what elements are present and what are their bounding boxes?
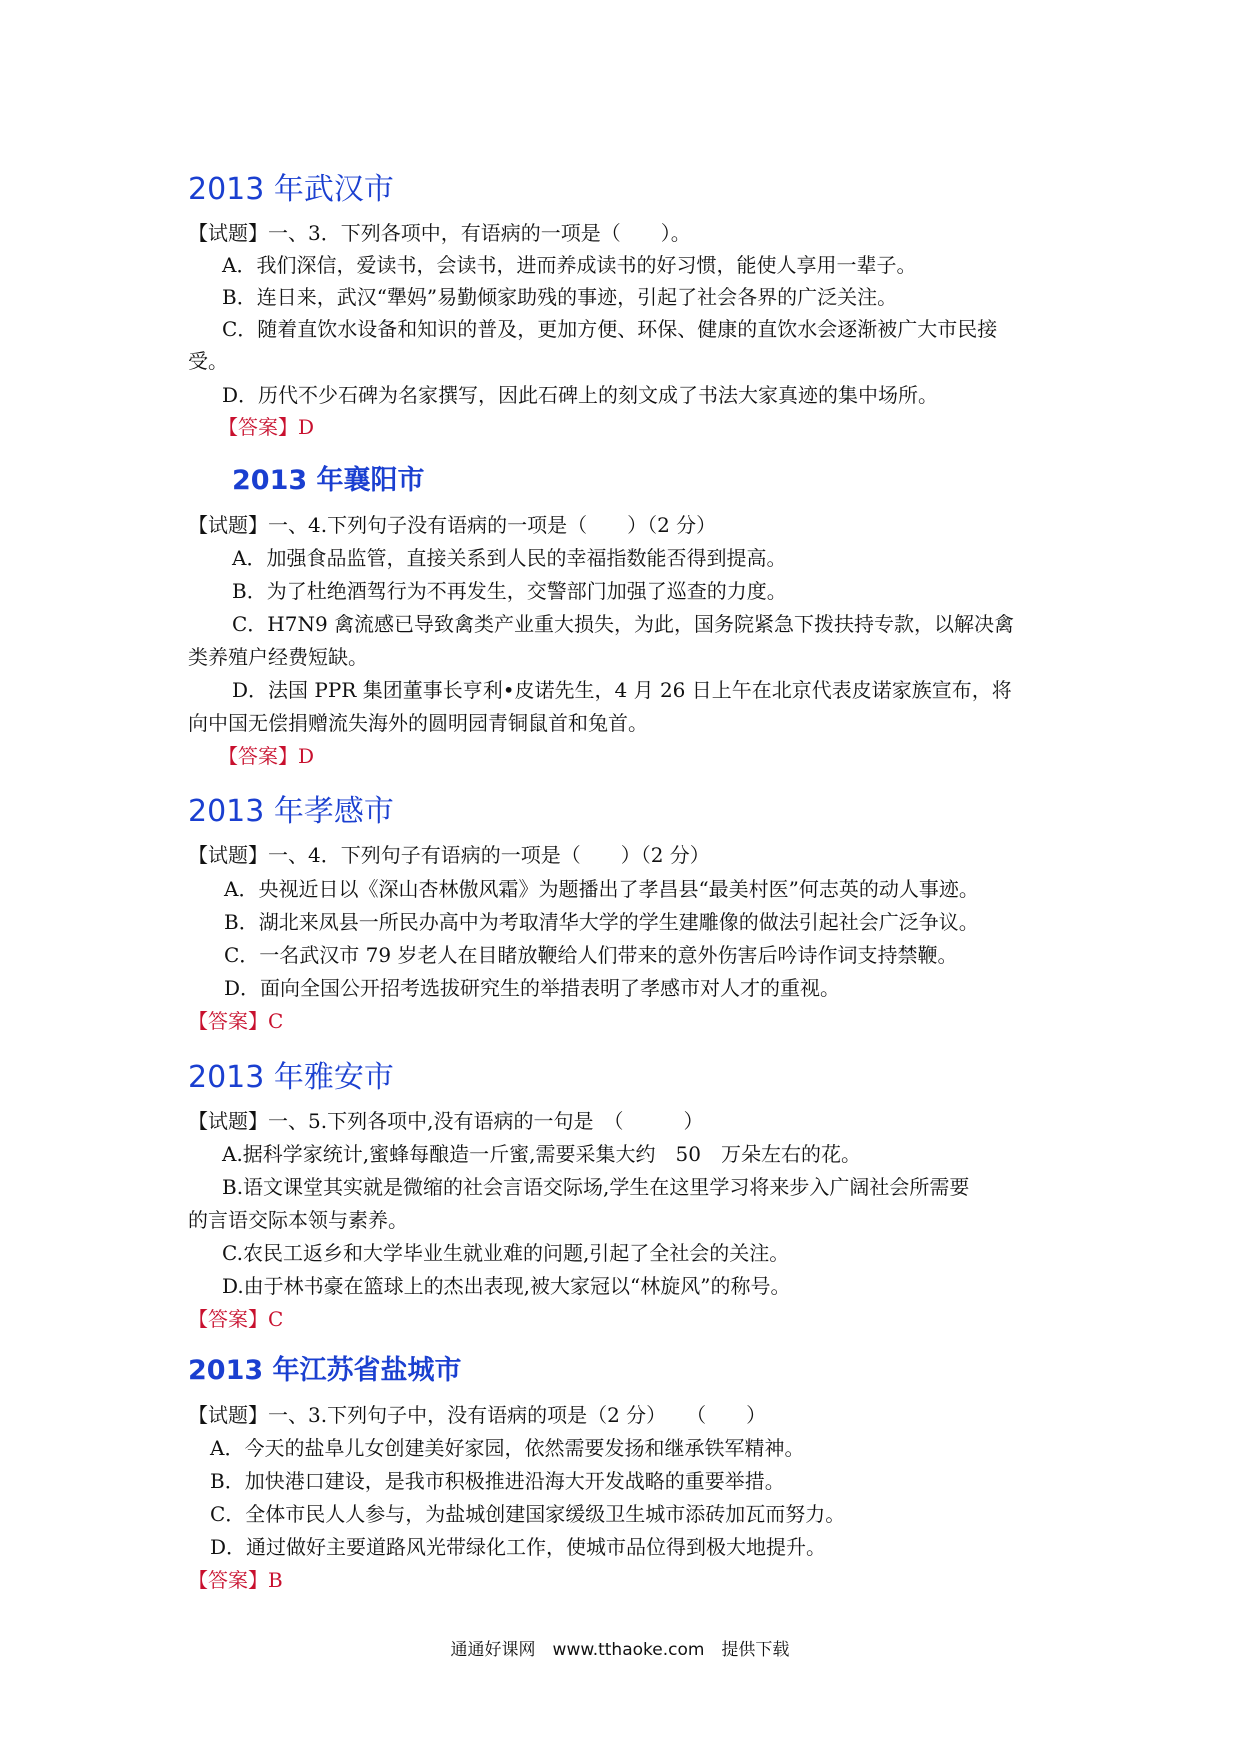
- question-text: 【试题】一、4.下列句子没有语病的一项是（ ）（2 分）: [188, 513, 717, 537]
- question-text: 【试题】一、4．下列句子有语病的一项是（ ）（2 分）: [188, 843, 710, 867]
- answer-line: [218, 412, 314, 442]
- option-d: D.由于林书豪在篮球上的杰出表现,被大家冠以“林旋风”的称号。: [222, 1274, 791, 1298]
- option-a: A．加强食品监管，直接关系到人民的幸福指数能否得到提高。: [232, 546, 787, 570]
- answer-value: D: [298, 415, 315, 439]
- answer-line: [188, 1006, 283, 1036]
- answer-line: [218, 741, 314, 771]
- option-d: D．法国 PPR 集团董事长亨利•皮诺先生，4 月 26 日上午在北京代表皮诺家族宣布，将: [232, 678, 1012, 702]
- answer-label: 【答案】: [188, 1568, 268, 1592]
- section-title-wuhan: 2013 年武汉市: [188, 172, 394, 207]
- question-text: 【试题】一、5.下列各项中,没有语病的一句是 （ ）: [188, 1109, 704, 1133]
- answer-value: D: [298, 744, 315, 768]
- option-c: C.农民工返乡和大学毕业生就业难的问题,引起了全社会的关注。: [222, 1241, 790, 1265]
- option-a: A．今天的盐阜儿女创建美好家园，依然需要发扬和继承铁军精神。: [210, 1436, 805, 1460]
- option-c: C．一名武汉市 79 岁老人在目睹放鞭给人们带来的意外伤害后吟诗作词支持禁鞭。: [224, 943, 958, 967]
- section-title-yaan: 2013 年雅安市: [188, 1060, 394, 1095]
- answer-line: [188, 1304, 283, 1334]
- section-title-yancheng: 2013 年江苏省盐城市: [188, 1355, 462, 1386]
- answer-label: 【答案】: [188, 1009, 268, 1033]
- page-footer: 通通好课网 www.tthaoke.com 提供下载: [450, 1640, 790, 1660]
- option-d: D．通过做好主要道路风光带绿化工作，使城市品位得到极大地提升。: [210, 1535, 827, 1559]
- option-c: C．H7N9 禽流感已导致禽类产业重大损失，为此，国务院紧急下拨扶持专款，以解决禽: [232, 612, 1015, 636]
- answer-label: 【答案】: [218, 415, 298, 439]
- option-b: B．湖北来凤县一所民办高中为考取清华大学的学生建雕像的做法引起社会广泛争议。: [224, 910, 979, 934]
- question-text: 【试题】一、3．下列各项中，有语病的一项是（ ）。: [188, 221, 691, 245]
- answer-label: 【答案】: [218, 744, 298, 768]
- option-c: C．随着直饮水设备和知识的普及，更加方便、环保、健康的直饮水会逐渐被广大市民接: [222, 317, 998, 341]
- option-d-continued: 向中国无偿捐赠流失海外的圆明园青铜鼠首和兔首。: [188, 711, 648, 735]
- option-a: A.据科学家统计,蜜蜂每酿造一斤蜜,需要采集大约 50 万朵左右的花。: [222, 1142, 861, 1166]
- answer-line: [188, 1565, 283, 1595]
- answer-value: C: [268, 1307, 284, 1331]
- option-d: D．历代不少石碑为名家撰写，因此石碑上的刻文成了书法大家真迹的集中场所。: [222, 383, 939, 407]
- option-c: C．全体市民人人参与，为盐城创建国家缓级卫生城市添砖加瓦而努力。: [210, 1502, 846, 1526]
- option-a: A．我们深信，爱读书，会读书，进而养成读书的好习惯，能使人享用一辈子。: [222, 253, 917, 277]
- option-d: D．面向全国公开招考选拔研究生的举措表明了孝感市对人才的重视。: [224, 976, 841, 1000]
- section-title-xiangyang: 2013 年襄阳市: [232, 465, 425, 496]
- answer-value: C: [268, 1009, 284, 1033]
- option-b: B．连日来，武汉“犟妈”易勤倾家助残的事迹，引起了社会各界的广泛关注。: [222, 285, 898, 309]
- question-text: 【试题】一、3.下列句子中，没有语病的项是（2 分） （ ）: [188, 1403, 767, 1427]
- option-b: B．为了杜绝酒驾行为不再发生，交警部门加强了巡查的力度。: [232, 579, 787, 603]
- option-b: B.语文课堂其实就是微缩的社会言语交际场,学生在这里学习将来步入广阔社会所需要: [222, 1175, 970, 1199]
- option-b-continued: 的言语交际本领与素养。: [188, 1208, 408, 1232]
- answer-label: 【答案】: [188, 1307, 268, 1331]
- section-title-xiaogan: 2013 年孝感市: [188, 794, 394, 829]
- answer-value: B: [268, 1568, 283, 1592]
- option-b: B．加快港口建设，是我市积极推进沿海大开发战略的重要举措。: [210, 1469, 785, 1493]
- option-c-continued: 受。: [188, 349, 228, 373]
- option-c-continued: 类养殖户经费短缺。: [188, 645, 368, 669]
- option-a: A．央视近日以《深山杏林傲风霜》为题播出了孝昌县“最美村医”何志英的动人事迹。: [224, 877, 979, 901]
